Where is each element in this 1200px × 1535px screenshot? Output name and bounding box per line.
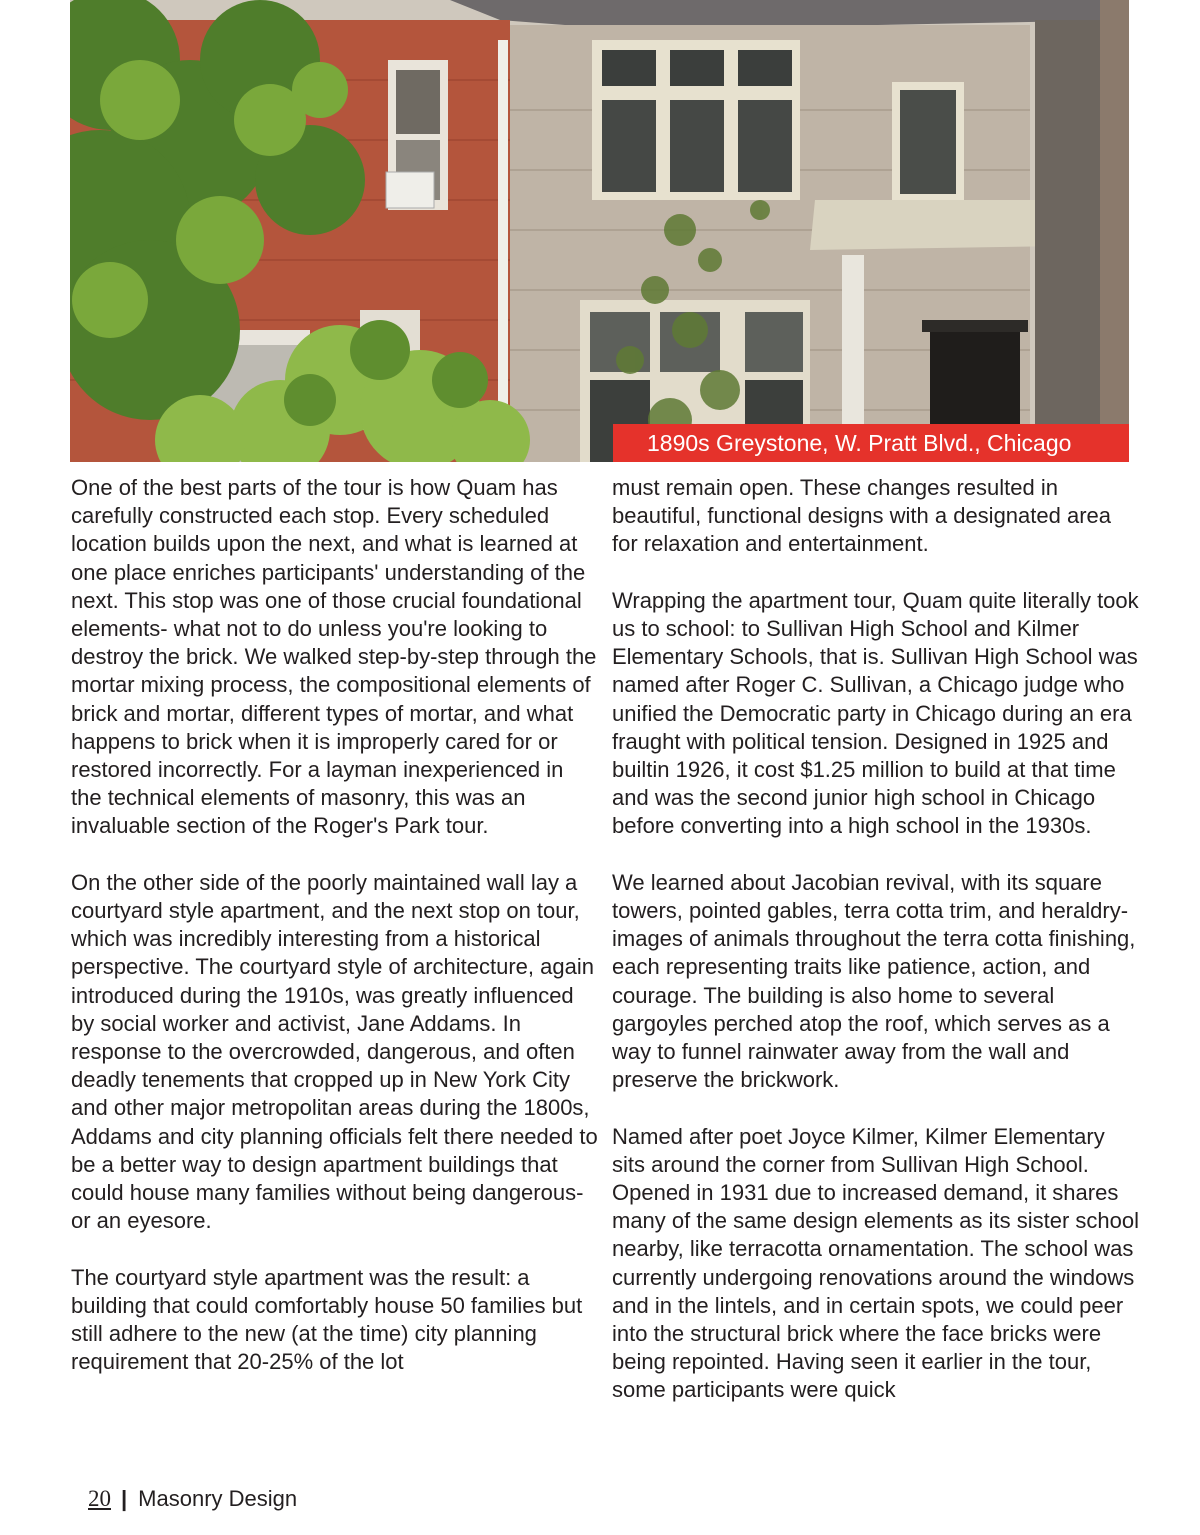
article-paragraph: We learned about Jacobian revival, with its square towers, pointed gables, terra cotta trim, and heraldry- images of animals throughout the terra cotta finishing, each representing traits like patience, action, and courage. The building is also home to several gargoyles perched atop the roof, which serves as a way to funnel rainwater away from the wall and preserve the brickwork.	[612, 869, 1136, 1093]
page-footer	[88, 1483, 297, 1515]
building-illustration	[70, 0, 1129, 462]
photo-caption: 1890s Greystone, W. Pratt Blvd., Chicago	[613, 424, 1129, 462]
article-paragraph: The courtyard style apartment was the result: a building that could comfortably house 50 families but still adhere to the new (at the time) city planning requirement that 20-25% of the lot	[71, 1264, 583, 1375]
greystone-photo	[70, 0, 1129, 462]
footer-separator: |	[121, 1486, 128, 1511]
article-paragraph: One of the best parts of the tour is how Quam has carefully constructed each stop. Every scheduled location builds upon the next, and what is learned at one place enriches participants' understanding of the next. This stop was one of those crucial foundational elements- what not to do unless you're looking to destroy the brick. We walked step-by-step through the mortar mixing process, the compositional elements of brick and mortar, different types of mortar, and what happens to brick when it is improperly cared for or restored incorrectly. For a layman inexperienced in the technical elements of masonry, this was an invaluable section of the Roger's Park tour.	[71, 475, 597, 839]
article-paragraph: Wrapping the apartment tour, Quam quite literally took us to school: to Sullivan High School and Kilmer Elementary Schools, that is. Sullivan High School was named after Roger C. Sullivan, a Chicago judge who unified the Democratic party in Chicago during an era fraught with political tension. Designed in 1925 and builtin 1926, it cost $1.25 million to build at that time and was the second junior high school in Chicago before converting into a high school in the 1930s.	[612, 587, 1139, 839]
page-number: 20	[88, 1486, 111, 1511]
article-column-right	[612, 474, 1140, 1405]
article-column-left	[71, 474, 599, 1376]
publication-name: Masonry Design	[138, 1486, 298, 1511]
article-paragraph: must remain open. These changes resulted in beautiful, functional designs with a designated area for relaxation and entertainment.	[612, 475, 1112, 557]
article-paragraph: On the other side of the poorly maintained wall lay a courtyard style apartment, and the next stop on tour, which was incredibly interesting from a historical perspective. The courtyard style of architecture, again introduced during the 1910s, was greatly influenced by social worker and activist, Jane Addams. In response to the overcrowded, dangerous, and often deadly tenements that cropped up in New York City and other major metropolitan areas during the 1800s, Addams and city planning officials felt there needed to be a better way to design apartment buildings that could house many families without being dangerous- or an eyesore.	[71, 869, 598, 1234]
article-paragraph: Named after poet Joyce Kilmer, Kilmer Elementary sits around the corner from Sullivan High School. Opened in 1931 due to increased demand, it shares many of the same design elements as its sister school nearby, like terracotta ornamentation. The school was currently undergoing renovations around the windows and in the lintels, and in certain spots, we could peer into the structural brick where the face bricks were being repointed. Having seen it earlier in the tour, some participants were quick	[612, 1123, 1140, 1403]
